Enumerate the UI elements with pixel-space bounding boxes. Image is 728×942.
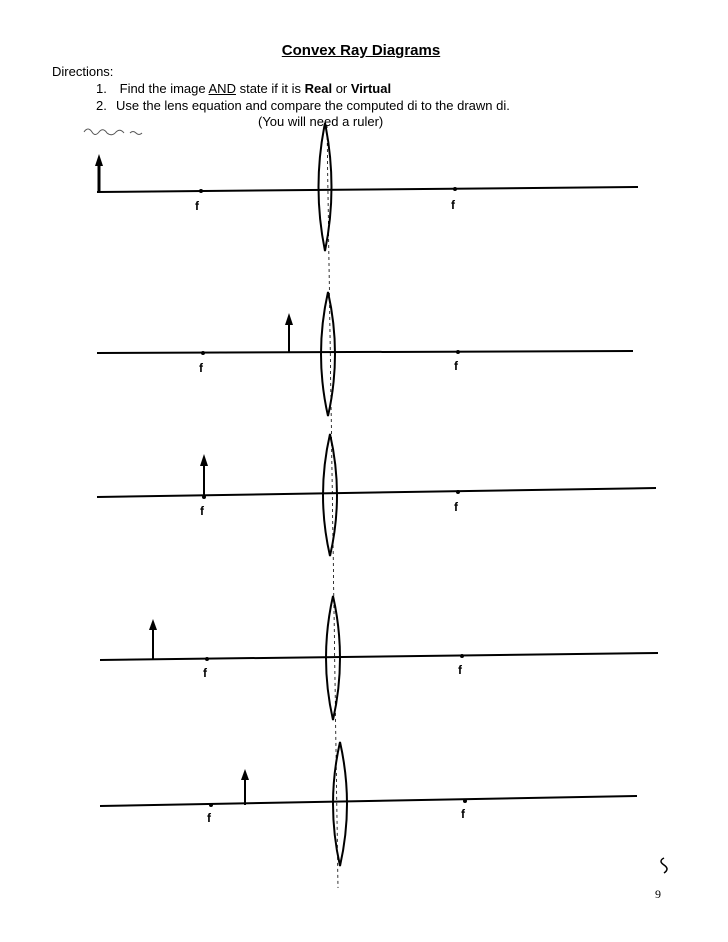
focal-point: [201, 351, 205, 355]
direction-number: 1.: [96, 81, 107, 96]
focal-point: [453, 187, 457, 191]
focal-point: [202, 495, 206, 499]
focal-label: f: [195, 199, 199, 213]
convex-lens: [333, 742, 347, 866]
focal-point: [460, 654, 464, 658]
focal-label: f: [200, 504, 204, 518]
direction-text: Use the lens equation and compare the computed di to the drawn di.: [116, 98, 510, 113]
diagram-5: [100, 742, 637, 866]
principal-axis: [100, 796, 637, 806]
focal-label: f: [199, 361, 203, 375]
arrow-head-icon: [285, 313, 293, 325]
text-run: Find the image: [119, 81, 209, 96]
principal-axis: [97, 351, 633, 353]
arrow-head-icon: [95, 154, 103, 166]
text-run: or: [332, 81, 351, 96]
focal-label: f: [203, 666, 207, 680]
focal-point: [463, 799, 467, 803]
focal-point: [209, 803, 213, 807]
diagram-2: [97, 292, 633, 416]
focal-point: [199, 189, 203, 193]
principal-axis: [100, 653, 658, 660]
bold-run: Real: [304, 81, 333, 96]
bold-run: Virtual: [350, 81, 392, 96]
diagram-3: [97, 434, 656, 556]
focal-label: f: [454, 500, 458, 514]
principal-axis: [97, 187, 638, 192]
direction-number: 2.: [96, 98, 107, 113]
focal-point: [205, 657, 209, 661]
diagram-1: [95, 123, 638, 251]
handwritten-scribble: [84, 129, 142, 135]
convex-lens: [319, 123, 332, 251]
diagram-4: [100, 596, 658, 720]
focal-point: [456, 490, 460, 494]
ruler-note: (You will need a ruler): [258, 114, 384, 129]
focal-point: [456, 350, 460, 354]
focal-label: f: [458, 663, 462, 677]
focal-label: f: [461, 807, 465, 821]
text-run: state if it is: [235, 81, 305, 96]
arrow-head-icon: [200, 454, 208, 466]
edge-mark: [661, 858, 667, 873]
convex-lens: [323, 434, 337, 556]
page-number: 9: [655, 887, 661, 901]
focal-label: f: [207, 811, 211, 825]
focal-label: f: [454, 359, 458, 373]
arrow-head-icon: [149, 619, 157, 630]
arrow-head-icon: [241, 769, 249, 780]
underlined-run: AND: [208, 81, 236, 96]
principal-axis: [97, 488, 656, 497]
convex-lens: [321, 292, 335, 416]
directions-label: Directions:: [52, 64, 114, 79]
focal-label: f: [451, 198, 455, 212]
page-title: Convex Ray Diagrams: [281, 42, 441, 59]
